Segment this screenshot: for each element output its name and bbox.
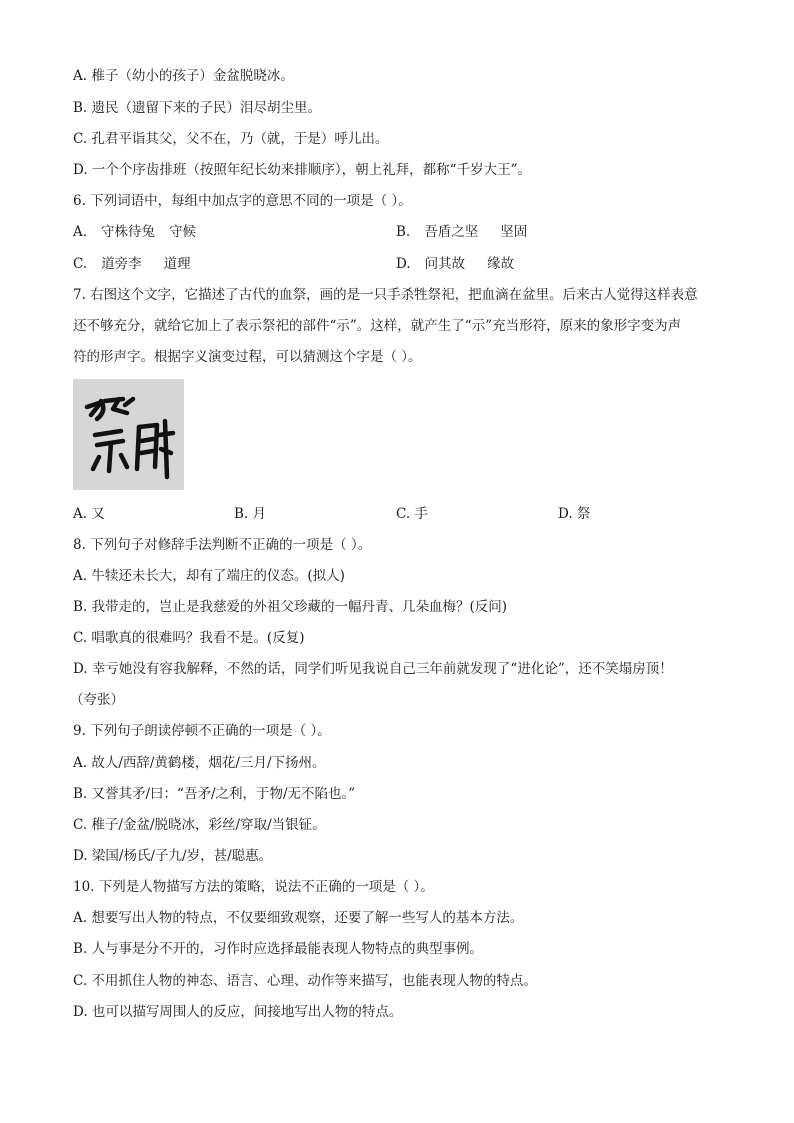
- q6-stem: 6. 下列词语中，每组中加点字的意思不同的一项是（ ）。: [73, 193, 412, 209]
- q5-option-d: D. 一个个序齿排班（按照年纪长幼来排顺序），朝上礼拜，都称“千岁大王”。: [73, 162, 531, 178]
- q6-c-label: C.: [73, 256, 88, 272]
- q6-b-word1: 吾盾之坚: [424, 224, 479, 240]
- q9-option-d: D. 梁国/杨氏/子九/岁，甚/聪惠。: [73, 848, 273, 864]
- q9-stem: 9. 下列句子朗读停顿不正确的一项是（ ）。: [73, 723, 331, 739]
- q8-option-b: B. 我带走的，岂止是我慈爱的外祖父珍藏的一幅丹青、几朵血梅？(反问): [73, 599, 508, 615]
- q8-option-d-line-1: D. 幸亏她没有容我解释，不然的话，同学们听见我说自己三年前就发现了“进化论”，还不笑塌房顶！: [73, 661, 673, 677]
- q7-line-3: 符的形声字。根据字义演变过程，可以猜测这个字是（ ）。: [73, 349, 422, 365]
- q7-option-b: B. 月: [234, 506, 267, 522]
- ancient-character-image: [73, 379, 184, 490]
- q9-option-c: C. 稚子/金盆/脱晓冰，彩丝/穿取/当银钲。: [73, 817, 326, 833]
- q8-option-c: C. 唱歌真的很难吗？我看不是。(反复): [73, 630, 305, 646]
- q6-option-a: [73, 223, 196, 241]
- q6-b-word2: 坚固: [500, 224, 528, 240]
- q6-a-word2: 守候: [169, 224, 197, 240]
- q7-option-a: A. 又: [73, 506, 105, 522]
- q6-b-label: B.: [396, 224, 411, 240]
- q6-a-label: A.: [73, 224, 88, 240]
- q6-a-word1: 守株待兔: [101, 224, 156, 240]
- q7-line-1: 7. 右图这个文字，它描述了古代的血祭，画的是一只手杀牲祭祀，把血滴在盆里。后来古人觉得这样表意: [73, 287, 698, 303]
- q10-stem: 10. 下列是人物描写方法的策略，说法不正确的一项是（ ）。: [73, 879, 434, 895]
- q10-option-b: B. 人与事是分不开的，习作时应选择最能表现人物特点的典型事例。: [73, 941, 484, 957]
- q8-option-a: A. 牛犊还未长大，却有了端庄的仪态。(拟人): [73, 568, 345, 584]
- q5-option-a: A. 稚子（幼小的孩子）金盆脱晓冰。: [73, 68, 294, 84]
- q6-option-c: [73, 255, 191, 273]
- q6-option-b: [396, 223, 527, 241]
- q7-line-2: 还不够充分，就给它加上了表示祭祀的部件“示”。这样，就产生了“示”充当形符，原来的象形字变为声: [73, 318, 682, 334]
- q6-option-d: [396, 255, 514, 273]
- ancient-character-glyph: [73, 379, 184, 490]
- q6-c-word1: 道旁李: [101, 256, 142, 272]
- q5-option-c: C. 孔君平诣其父，父不在，乃（就，于是）呼儿出。: [73, 131, 389, 147]
- q9-option-a: A. 故人/西辞/黄鹤楼，烟花/三月/下扬州。: [73, 755, 326, 771]
- q8-option-d-line-2: （夸张）: [70, 692, 124, 708]
- q6-d-word1: 问其故: [424, 256, 466, 272]
- q10-option-a: A. 想要写出人物的特点，不仅要细致观察，还要了解一些写人的基本方法。: [73, 910, 524, 926]
- q10-option-d: D. 也可以描写周围人的反应，间接地写出人物的特点。: [73, 1004, 403, 1020]
- q7-option-c: C. 手: [396, 506, 428, 522]
- q6-d-label: D.: [396, 256, 411, 272]
- q7-option-d: D. 祭: [558, 506, 591, 522]
- q5-option-b: B. 遗民（遗留下来的子民）泪尽胡尘里。: [73, 100, 322, 116]
- q9-option-b: B. 又誉其矛/曰：“吾矛/之利，于物/无不陷也。”: [73, 786, 356, 802]
- q10-option-c: C. 不用抓住人物的神态、语言、心理、动作等来描写，也能表现人物的特点。: [73, 973, 537, 989]
- q6-d-word2: 缘故: [487, 256, 515, 272]
- q8-stem: 8. 下列句子对修辞手法判断不正确的一项是（ ）。: [73, 537, 372, 553]
- q6-c-word2: 道理: [163, 256, 191, 272]
